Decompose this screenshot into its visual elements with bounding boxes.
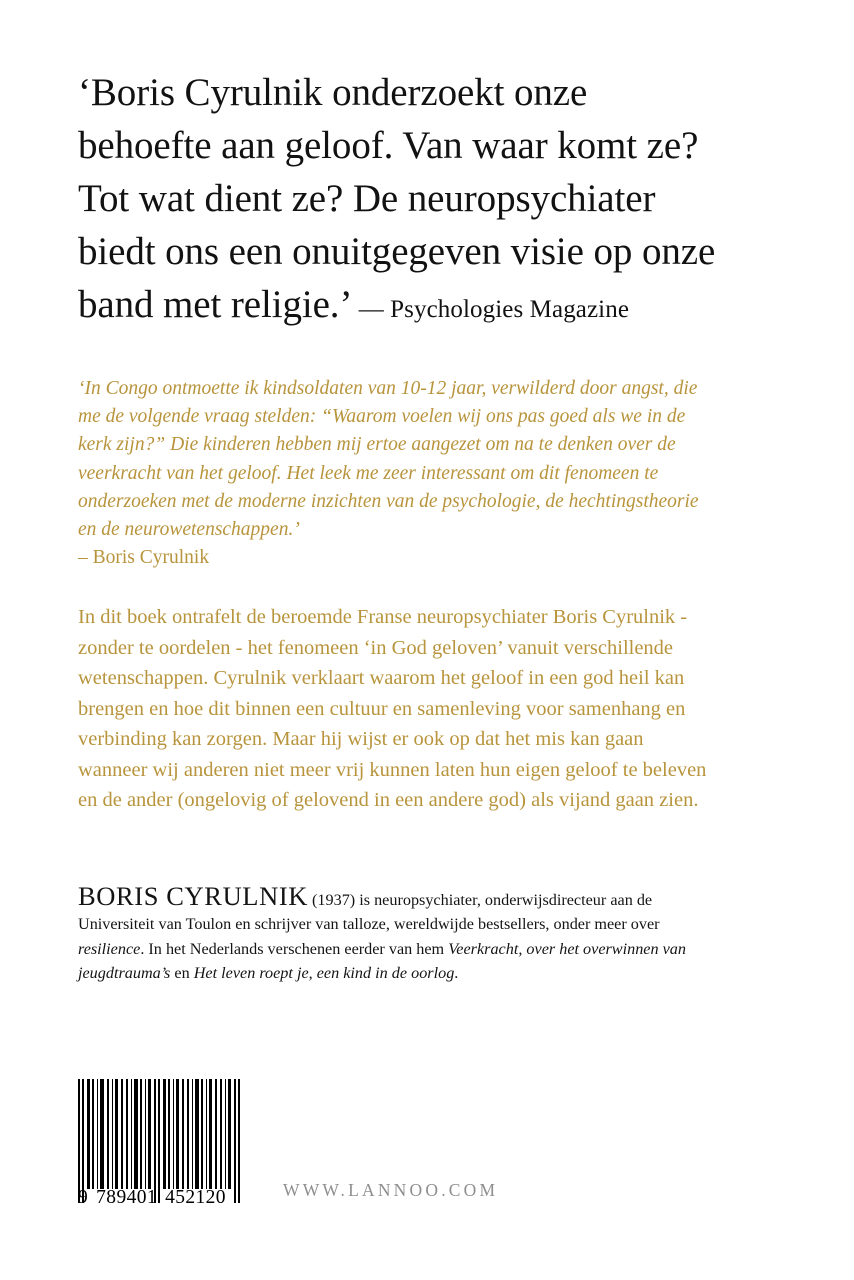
barcode-bar [154,1079,156,1203]
publisher-url: WWW.LANNOO.COM [283,1180,499,1200]
barcode-bars [78,1079,244,1203]
barcode-bar [176,1079,179,1189]
barcode-bar [140,1079,142,1189]
barcode-bar [234,1079,236,1203]
headline-source-dash-glyph: — [358,296,384,323]
barcode-bar [206,1079,207,1189]
bio-part-3: en [170,963,194,982]
author-quote-block [78,375,708,572]
barcode-bar [228,1079,231,1189]
bio-title-resilience: resilience [78,939,141,958]
author-name: BORIS CYRULNIK [78,881,308,911]
barcode-bar [115,1079,118,1189]
barcode-bar [131,1079,132,1189]
barcode-bar [134,1079,138,1189]
headline-pullquote [78,66,718,336]
barcode-digits [78,1187,244,1209]
bio-part-4: . [454,963,459,982]
barcode-bar [87,1079,90,1189]
isbn-barcode [78,1079,244,1234]
barcode-bar [238,1079,240,1203]
barcode-bar [215,1079,217,1189]
barcode-bar [225,1079,226,1189]
author-quote-attribution: – Boris Cyrulnik [78,547,210,569]
book-description: In dit boek ontrafelt de beroemde Franse neuropsychiater Boris Cyrulnik - zonder te oordelen - het fenomeen ‘in God geloven’ vanuit verschillende wetenschappen. Cyrulnik verklaart waarom het geloof in een god heil kan brengen en hoe dit binnen een cultuur en samenleving voor samenhang en verbinding kan zorgen. Maar hij wijst er ook op dat het mis kan gaan wanneer wij anderen niet meer vrij kunnen laten hun eigen geloof te beleven en de ander (ongelovig of gelovend in een andere god) als vijand gaan zien. [78,606,707,811]
barcode-bar [209,1079,212,1189]
barcode-bar [220,1079,222,1189]
barcode-bar [201,1079,203,1189]
barcode-digit-group-2: 452120 [165,1187,226,1208]
barcode-bar [107,1079,109,1189]
barcode-bar [97,1079,98,1189]
bio-part-2: . In het Nederlands verschenen eerder van hem [140,939,449,958]
barcode-bar [173,1079,174,1189]
barcode-bar [168,1079,170,1189]
author-bio [78,881,698,985]
barcode-bar [148,1079,151,1189]
barcode-bar [158,1079,160,1203]
barcode-bar [163,1079,166,1189]
bio-part-1: (1937) is neuropsychiater, onderwijsdirecteur aan de Universiteit van Toulon en schrijver van talloze, wereldwijde bestsellers, onder meer over [78,891,660,934]
barcode-bar [78,1079,80,1203]
barcode-bar [182,1079,184,1189]
author-quote-text: ‘In Congo ontmoette ik kindsoldaten van 10-12 jaar, verwilderd door angst, die me de volgende vraag stelden: “Waarom voelen wij ons pas goed als we in de kerk zijn?” Die kinderen hebben mij ertoe aangezet om na te denken over de veerkracht van het geloof. Het leek me zeer interessant om dit fenomeen te onderzoeken met de moderne inzichten van de psychologie, de hechtingstheorie en de neurowetenschappen.’ [78,378,699,541]
barcode-bar [121,1079,123,1189]
barcode-bar [187,1079,189,1189]
headline-source: Psychologies Magazine [390,296,630,323]
barcode-bar [92,1079,94,1189]
barcode-digit-lead: 9 [78,1187,89,1208]
barcode-bar [100,1079,104,1189]
bio-title-het-leven-roept-je: Het leven roept je, een kind in de oorlog [193,963,455,982]
barcode-bar [195,1079,199,1189]
barcode-bar [192,1079,193,1189]
barcode-bar [112,1079,113,1189]
barcode-bar [145,1079,146,1189]
barcode-bar [126,1079,128,1189]
barcode-digit-group-1: 789401 [96,1187,158,1208]
bio-title-veerkracht: Veerkracht, over het overwinnen van jeugdtrauma’s [78,939,686,982]
headline-quote-text: ‘Boris Cyrulnik onderzoekt onze behoefte aan geloof. Van waar komt ze? Tot wat dient ze? De neuropsychiater biedt ons een onuitgegeven visie op onze band met religie.’ [78,71,716,326]
barcode-bar [82,1079,84,1203]
